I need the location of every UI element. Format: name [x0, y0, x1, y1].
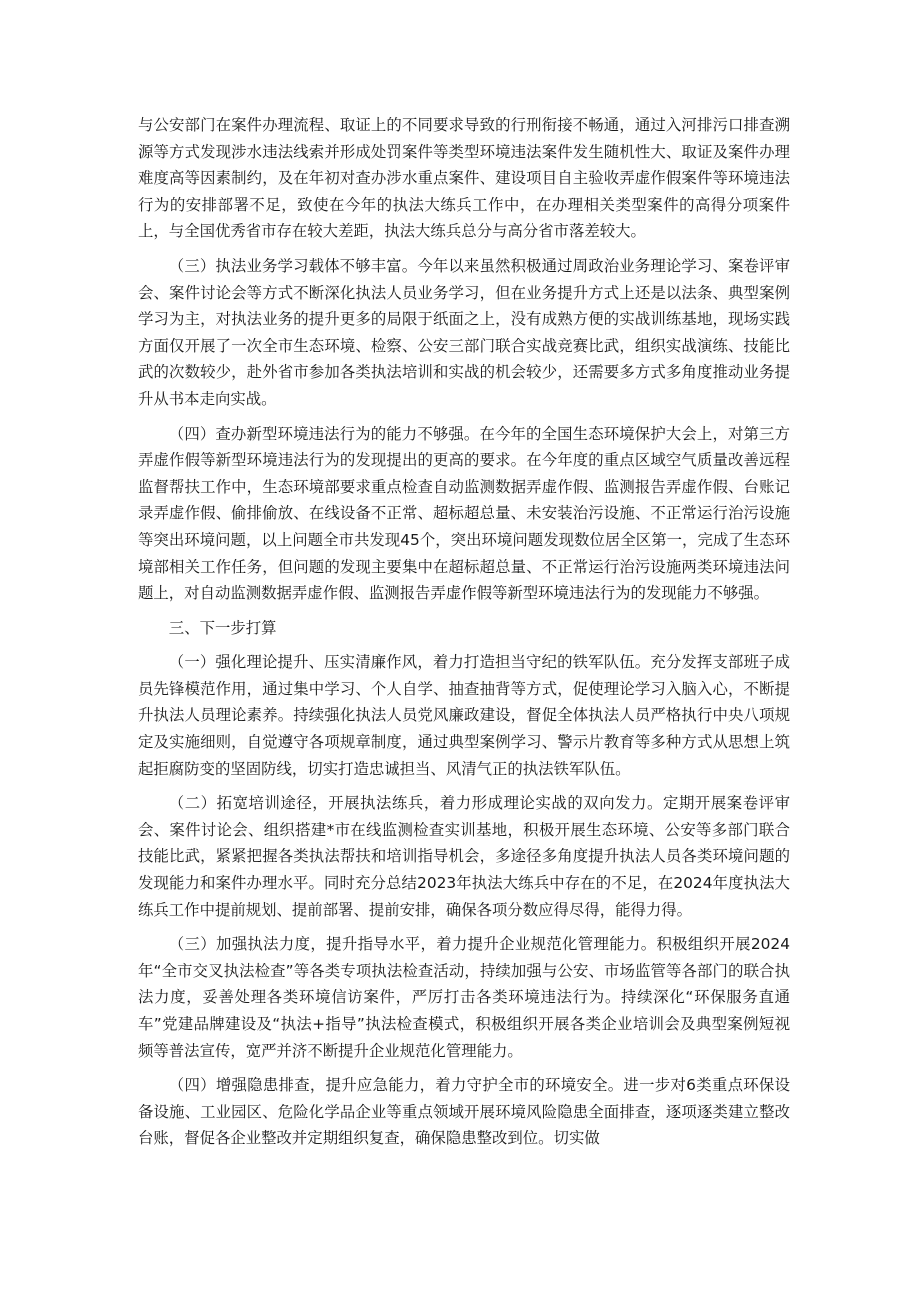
paragraph-learning-carrier: （三）执法业务学习载体不够丰富。今年以来虽然积极通过周政治业务理论学习、案卷评审会、案件讨论会等方式不断深化执法人员业务学习，但在业务提升方式上还是以法条、典型案例学习为主，对执法业务的提升更多的局限于纸面之上，没有成熟方便的实战训练基地，现场实践方面仅开展了一次全市生态环境、检察、公安三部门联合实战竞赛比武，组织实战演练、技能比武的次数较少，赴外省市参加各类执法培训和实战的机会较少，还需要多方式多角度推动业务提升从书本走向实战。: [138, 256, 790, 408]
paragraph-plan-theory: （一）强化理论提升、压实清廉作风，着力打造担当守纪的铁军队伍。充分发挥支部班子成员先锋模范作用，通过集中学习、个人自学、抽查抽背等方式，促使理论学习入脑入心，不断提升执法人员理论素养。持续强化执法人员党风廉政建设，督促全体执法人员严格执行中央八项规定及实施细则，自觉遵守各项规章制度，通过典型案例学习、警示片教育等多种方式从思想上筑起拒腐防变的坚固防线，切实打造忠诚担当、风清气正的执法铁军队伍。: [138, 653, 790, 778]
paragraph-case-handling-gap: 与公安部门在案件办理流程、取证上的不同要求导致的行刑衔接不畅通，通过入河排污口排查溯源等方式发现涉水违法线索并形成处罚案件等类型环境违法案件发生随机性大、取证及案件办理难度高等因素制约，及在年初对查办涉水重点案件、建设项目自主验收弄虚作假案件等环境违法行为的安排部署不足，致使在今年的执法大练兵工作中，在办理相关类型案件的高得分项案件上，与全国优秀省市存在较大差距，执法大练兵总分与高分省市落差较大。: [138, 116, 790, 241]
paragraph-new-violations: （四）查办新型环境违法行为的能力不够强。在今年的全国生态环境保护大会上，对第三方弄虚作假等新型环境违法行为的发现提出的更高的要求。在今年度的重点区域空气质量改善远程监督帮扶工作中，生态环境部要求重点检查自动监测数据弄虚作假、监测报告弄虚作假、台账记录弄虚作假、偷排偷放、在线设备不正常、超标超总量、未安装治污设施、不正常运行治污设施等突出环境问题，以上问题全市共发现45个，突出环境问题发现数位居全区第一，完成了生态环境部相关工作任务，但问题的发现主要集中在超标超总量、不正常运行治污设施两类环境违法问题上，对自动监测数据弄虚作假、监测报告弄虚作假等新型环境违法行为的发现能力不够强。: [138, 424, 790, 603]
paragraph-plan-training: （二）拓宽培训途径，开展执法练兵，着力形成理论实战的双向发力。定期开展案卷评审会、案件讨论会、组织搭建*市在线监测检查实训基地，积极开展生态环境、公安等多部门联合技能比武，紧紧把握各类执法帮扶和培训指导机会，多途径多角度提升执法人员各类环境问题的发现能力和案件办理水平。同时充分总结2023年执法大练兵中存在的不足，在2024年度执法大练兵工作中提前规划、提前部署、提前安排，确保各项分数应得尽得，能得力得。: [138, 794, 790, 919]
document-page: [138, 112, 790, 1160]
paragraph-plan-hazard: （四）增强隐患排查，提升应急能力，着力守护全市的环境安全。进一步对6类重点环保设备设施、工业园区、危险化学品企业等重点领域开展环境风险隐患全面排查，逐项逐类建立整改台账，督促各企业整改并定期组织复查，确保隐患整改到位。切实做: [138, 1076, 790, 1148]
section-heading-next-steps: 三、下一步打算: [168, 618, 277, 637]
paragraph-plan-enforcement: （三）加强执法力度，提升指导水平，着力提升企业规范化管理能力。积极组织开展2024年“全市交叉执法检查”等各类专项执法检查活动，持续加强与公安、市场监管等各部门的联合执法力度，妥善处理各类环境信访案件，严厉打击各类环境违法行为。持续深化“环保服务直通车”党建品牌建设及“执法+指导”执法检查模式，积极组织开展各类企业培训会及典型案例短视频等普法宣传，宽严并济不断提升企业规范化管理能力。: [138, 935, 790, 1060]
